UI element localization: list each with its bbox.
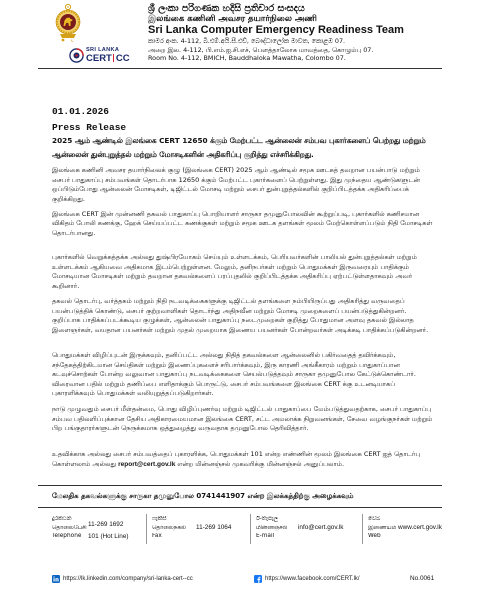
paragraph-7-text-start: உதவிக்காக அல்லது சைபர் சம்பவத்தைப் புகாரளிக்க, பொதுமக்கள் 101 என்ற எண்ணின் மூலம் இலங்கை CERT ஐத் தொடர்பு கொள்ளலாம் அல்லது xyxy=(52,450,421,468)
header-divider xyxy=(38,68,442,69)
web-label-tamil: இணையம் xyxy=(368,524,396,531)
paragraph-2: இலங்கை CERT இன் முன்னணி தகவல் பாதுகாப்பு பொறியாளர் சாருகா தமுனுபோலவின் கூற்றுப்படி, புகார்களில் கணிசமான விகிதம் போலி கணக்கு, ஹேக் செய்யப்பட்ட கணக்குகள் மற்றும் சமூக ஊடக தளங்கள் மூலம் மேற்கொள்ளப்படும் நிதி மோசடிகள் தொடர்பானது. xyxy=(52,209,433,237)
fax-label-tamil: தொலைநகல் xyxy=(152,524,186,531)
footer-separator xyxy=(146,514,147,544)
telephone-label-sinhala: දුරකථන xyxy=(52,516,72,522)
cert-logo-separator xyxy=(113,54,114,62)
paragraph-3: புகார்களில் வெறுக்கத்தக்க அல்லது துஷ்பிரயோகம் செய்யும் உள்ளடக்கம், பெரியவர்களின் பாலியல் துன்புறுத்தல்கள் மற்றும் உள்ளடக்கம் ஆகியவை அதிகமாக இடம்பெற்றுள்ளன. மேலும், தனிநபர்கள் மற்றும் பொதுமக்கள் இருவரையும் பாதிக்கும் மோசடியான மோசடிகள் மற்றும் தவறான தகவல்களைப் பரப்புதலில் குறிப்பிடத்தக்க அதிகரிப்பு ஏற்பட்டுள்ளதாகவும் அவர் கூறினார். xyxy=(52,253,417,290)
paragraph-7-text-end: என்ற மின்னஞ்சல் முகவரிக்கு மின்னஞ்சல் அனுப்பலாம். xyxy=(175,459,345,468)
email-label-tamil: மின்னஞ்சல் xyxy=(256,524,288,531)
fax-label-sinhala: ෆැක්ස් xyxy=(152,516,167,522)
address-sinhala: කාමර අංක. 4-112, බී.එම්.අයි.සී.එච්, බෞද්ධාලෝක මාවත, කොළඹ 07. xyxy=(148,37,346,45)
national-emblem-logo xyxy=(54,3,82,42)
paragraph-7 xyxy=(52,450,434,484)
press-release-headline: 2025 ஆம் ஆண்டில் இலங்கை CERT 12650 க்கும் மேற்பட்ட ஆன்லைன் சம்பவ புகார்களைப் பெற்றது மற்றும் ஆன்லைன் துன்புறுத்தல் மற்றும் மோசடிகளின் அதிகரிப்பு குறித்து எச்சரிக்கிறது. xyxy=(52,136,426,159)
facebook-url-link[interactable]: https://www.facebook.com/CERT.lk/ xyxy=(265,576,360,582)
body-divider xyxy=(38,485,442,486)
web-label-english: Web xyxy=(368,533,381,539)
telephone-label-english: Telephone xyxy=(52,533,82,539)
org-name-tamil: இலங்கை கணினி அவசர தயார்நிலை அணி xyxy=(148,14,317,24)
fax-number: 11-269 1064 xyxy=(196,524,232,531)
footer-separator xyxy=(250,514,251,544)
cert-logo-icon xyxy=(69,48,84,63)
document-number: No.0061 xyxy=(410,575,435,582)
facebook-icon[interactable] xyxy=(254,575,262,583)
footer-divider xyxy=(38,507,442,508)
report-email-link[interactable]: report@cert.gov.lk xyxy=(118,460,176,468)
paragraph-5: பொதுமக்கள் விழிப்புடன் இருக்கவும், தனிப்பட்ட அல்லது நிதித் தகவல்களை ஆன்லைனில் பகிர்வதைத் தவிர்க்கவும், சந்தேகத்திற்கிடமான செய்திகள் மற்றும் இணைப்புகளைச் சரிபார்க்கவும், இரு காரணி அங்கீகாரம் மற்றும் பாதுகாப்பான கடவுச்சொற்கள் போன்ற வலுவான பாதுகாப்பு நடவடிக்கைகளை செயல்படுத்தவும் சாருகா தமுனுபோல கேட்டுக்கொண்டார். விரைவான பதில் மற்றும் தணிப்பை எளிதாக்கும் பொருட்டு, சைபர் சம்பவங்களை இலங்கை CERT க்கு உடனடியாகப் புகாரளிக்கவும் பொதுமக்கள் வலியுறுத்தப்படுகிறார்கள். xyxy=(52,351,416,398)
document-date: 01.01.2026 xyxy=(52,105,110,117)
hotline-number: 101 (Hot Line) xyxy=(88,532,129,540)
footer-separator xyxy=(362,514,363,544)
org-name-english: Sri Lanka Computer Emergency Readiness Team xyxy=(148,24,404,36)
org-name-sinhala: ශ්‍රී ලංකා පරිගණක හදිසි ප්‍රතිචාර සංසදය xyxy=(148,3,305,14)
cert-logo-country: SRI LANKA xyxy=(86,47,120,53)
linkedin-url-link[interactable]: https://lk.linkedin.com/company/sri-lanka-cert--cc xyxy=(63,576,193,582)
email-label-sinhala: ඊ-තැපැල xyxy=(256,516,278,522)
cert-logo-wordmark xyxy=(86,53,130,64)
paragraph-4: தகவல் தொடர்பு, வர்த்தகம் மற்றும் நிதி நடவடிக்கைகளுக்கு டிஜிட்டல் தளங்களை நம்பியிருப்பது அதிகரித்து வருவதைப் பயன்படுத்திக் கொண்டு, சைபர் குற்றவாளிகள் தொடர்ந்து அதிநவீன மற்றும் மோசடி முறைகளைப் பயன்படுத்துகின்றனர். குறிப்பாக பாதிக்கப்படக்கூடிய குழுக்கள், ஆன்லைன் பாதுகாப்பு நடைமுறைகள் குறித்து போதுமான அளவு தகவல் இல்லாத இளைஞர்கள், வயதான பயனர்கள் மற்றும் முதல் முறையாக இணைய பயனர்கள் போன்றவர்கள் அடிக்கடி பாதிக்கப்படுகின்றனர். xyxy=(52,297,429,334)
website-link[interactable]: www.cert.gov.lk xyxy=(398,524,442,531)
cert-logo-suffix: CC xyxy=(115,53,130,64)
web-label-sinhala: වෙබ් xyxy=(368,516,381,522)
address-english: Room No. 4-112, BMICH, Bauddhaloka Mawatha, Colombo 07. xyxy=(148,54,346,62)
paragraph-1: இலங்கை கணினி அவசர தயார்நிலைக் குழு (இலங்கை CERT) 2025 ஆம் ஆண்டில் சமூக ஊடகத் தவறான பயன்பாடு மற்றும் சைபர் பாதுகாப்பு சம்பவங்கள் தொடர்பாக 12650 க்கும் மேற்பட்ட புகார்களைப் பெற்றுள்ளது. இது முந்தைய ஆண்டுகளுடன் ஒப்பிடும்போது ஆன்லைன் மோசடிகள், டிஜிட்டல் மோசடி மற்றும் சைபர் துன்புறுத்தல்களில் குறிப்பிடத்தக்க அதிகரிப்பைக் குறிக்கிறது. xyxy=(52,166,420,203)
linkedin-icon[interactable] xyxy=(52,575,60,583)
contact-note: மேலதிக தகவல்களுக்கு சாருகா தமுனுபோல 0741441907 என்ற இலக்கத்திற்கு அழைக்கவும் xyxy=(52,492,354,500)
cert-logo-name: CERT xyxy=(86,53,112,64)
paragraph-6: நாடு முழுவதும் சைபர் மீள்தன்மை, பொது விழிப்புணர்வு மற்றும் டிஜிட்டல் பாதுகாப்பை மேம்படுத்துவதற்காக, சைபர் பாதுகாப்பு சம்பவ பதிலளிப்புக்கான தேசிய அதிகாரமையமான இலங்கை CERT, சட்ட அமலாக்க நிறுவனங்கள், சேவை வழங்குநர்கள் மற்றும் பிற பங்குதாரர்களுடன் நெருக்கமாக ஒத்துழைத்து வருவதாக தமுனுபோல தெரிவித்தார். xyxy=(52,405,433,433)
fax-label-english: Fax xyxy=(152,533,162,539)
email-label-english: E-mail xyxy=(256,533,275,539)
telephone-label-tamil: தொலைபேசி xyxy=(52,524,87,531)
telephone-number: 11-269 1692 xyxy=(88,520,124,528)
address-tamil: அறை இல. 4-112, பி.எம்.ஐ.சி.எச், பௌத்தாலோக மாவத்தை, கொழும்பு 07. xyxy=(148,45,374,54)
document-type: Press Release xyxy=(52,121,127,133)
info-email-link[interactable]: info@cert.gov.lk xyxy=(298,524,344,531)
